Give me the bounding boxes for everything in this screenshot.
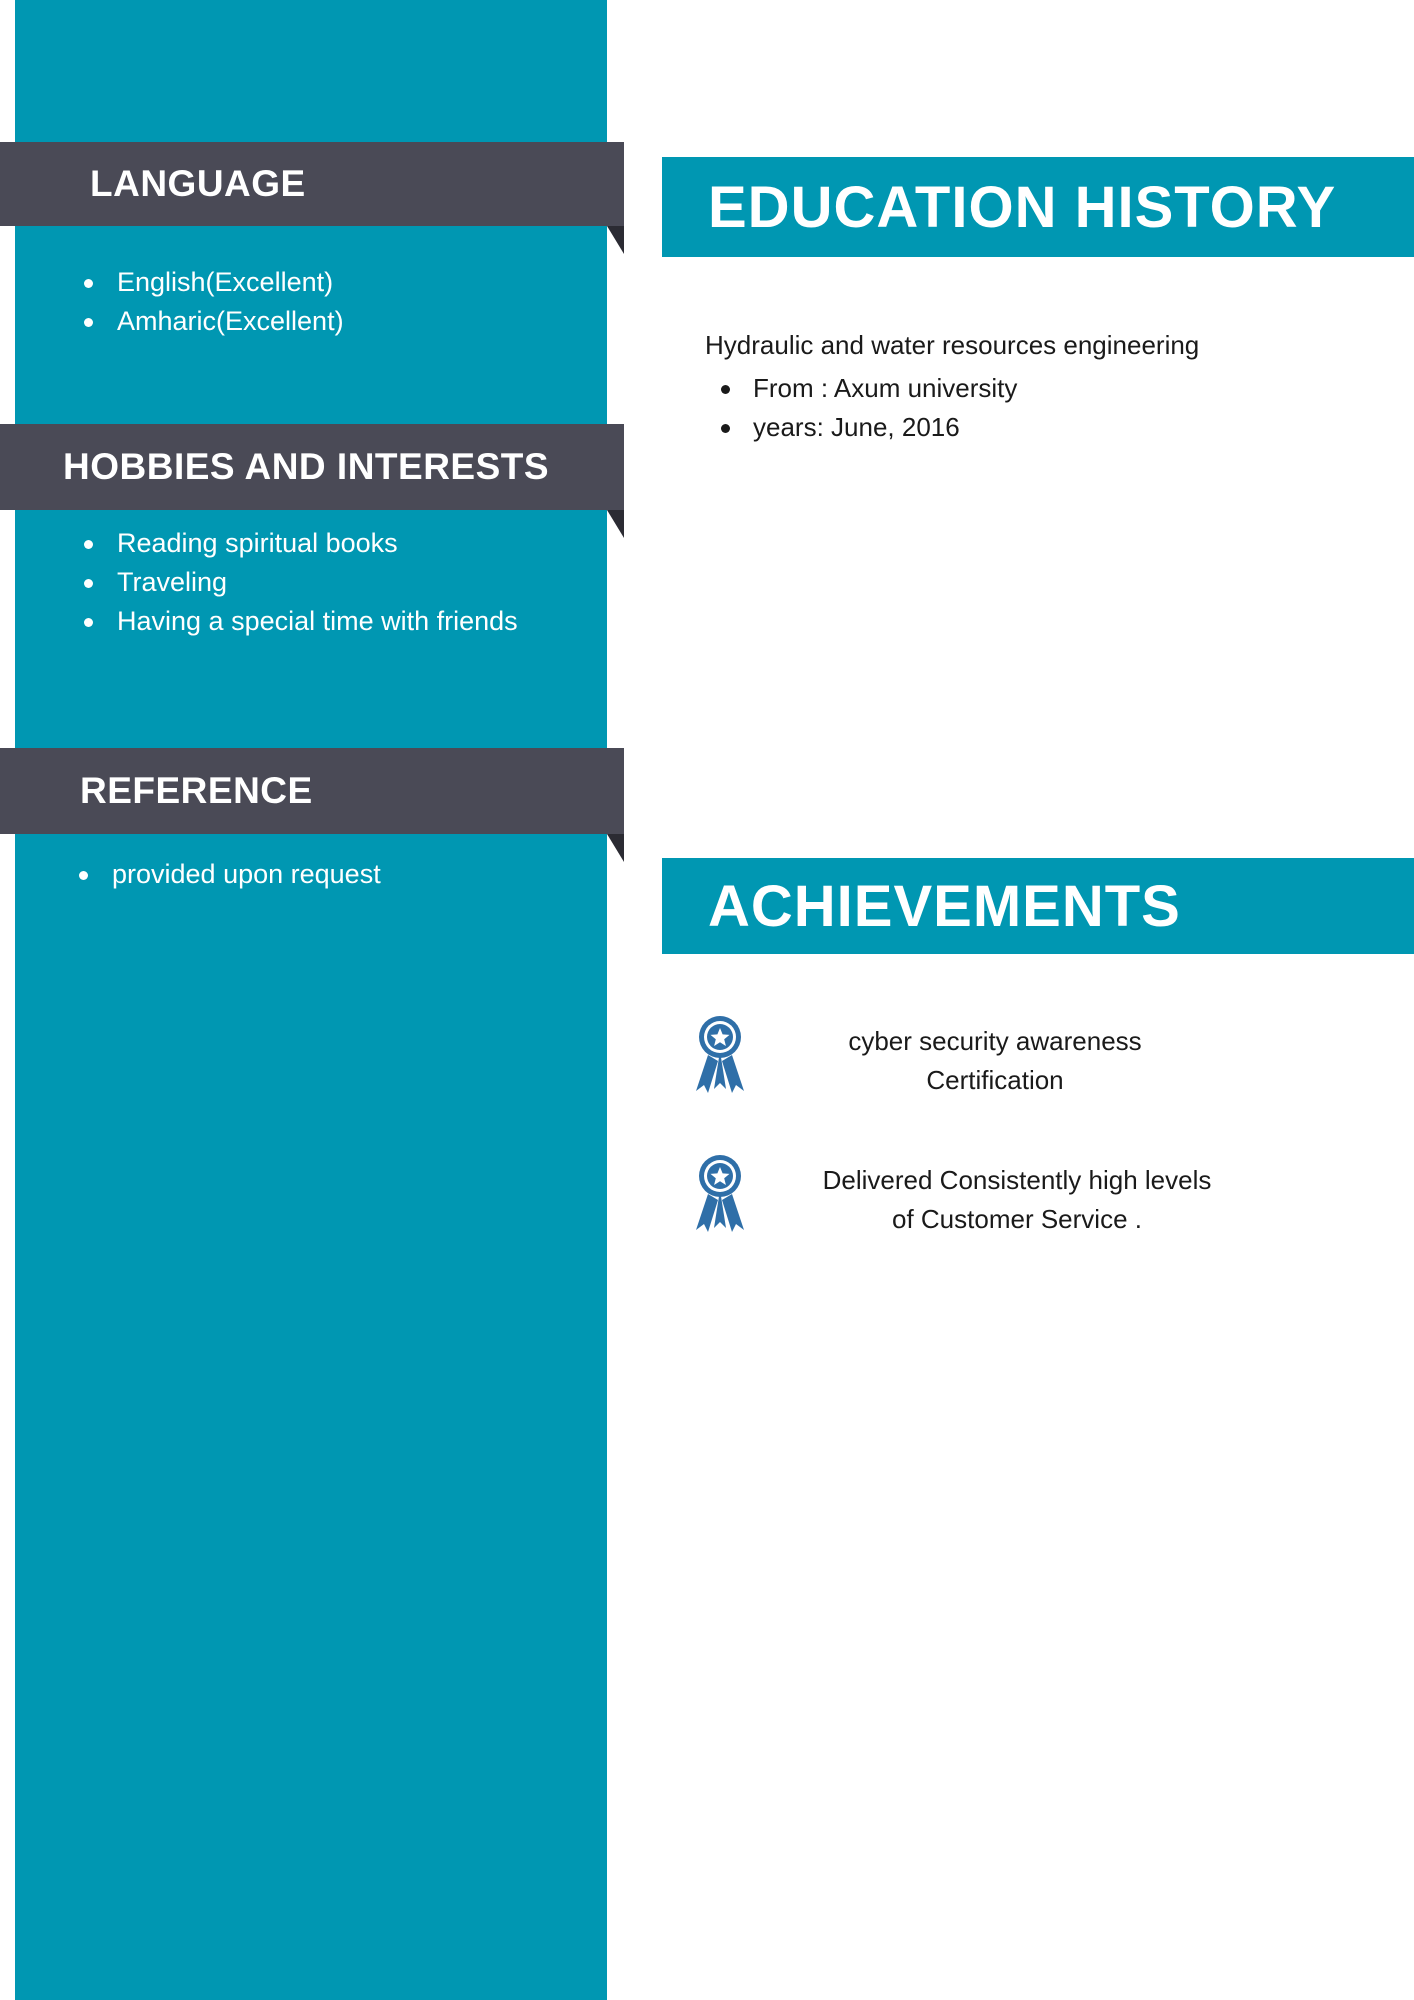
achievement-line: Delivered Consistently high levels (822, 1165, 1212, 1195)
list-item: Amharic(Excellent) (84, 302, 344, 341)
list-item: English(Excellent) (84, 263, 344, 302)
ribbon-fold (607, 834, 624, 862)
list-item: From : Axum university (721, 369, 1017, 408)
list-item: Having a special time with friends (84, 602, 518, 641)
language-header (0, 142, 624, 226)
education-degree: Hydraulic and water resources engineering (705, 330, 1200, 360)
ribbon-fold (607, 510, 624, 538)
award-ribbon-icon (690, 1154, 750, 1234)
list-item: Traveling (84, 563, 518, 602)
reference-header (0, 748, 624, 834)
reference-list (79, 855, 381, 894)
education-title: EDUCATION HISTORY (708, 174, 1337, 240)
achievements-header (662, 858, 1414, 954)
education-header (662, 157, 1414, 257)
list-item: provided upon request (79, 855, 381, 894)
achievement-line: cyber security awareness (848, 1026, 1142, 1056)
achievement-line: Certification (926, 1065, 1064, 1095)
reference-title: REFERENCE (80, 770, 313, 811)
achievements-title: ACHIEVEMENTS (708, 873, 1181, 939)
language-title: LANGUAGE (90, 163, 306, 204)
list-item: Reading spiritual books (84, 524, 518, 563)
language-list (84, 263, 344, 341)
hobbies-list (84, 524, 518, 641)
hobbies-header (0, 424, 624, 510)
ribbon-fold (607, 226, 624, 254)
hobbies-title: HOBBIES AND INTERESTS (63, 446, 550, 487)
education-details (721, 369, 1017, 447)
award-ribbon-icon (690, 1015, 750, 1095)
achievement-line: of Customer Service . (892, 1204, 1142, 1234)
list-item: years: June, 2016 (721, 408, 1017, 447)
